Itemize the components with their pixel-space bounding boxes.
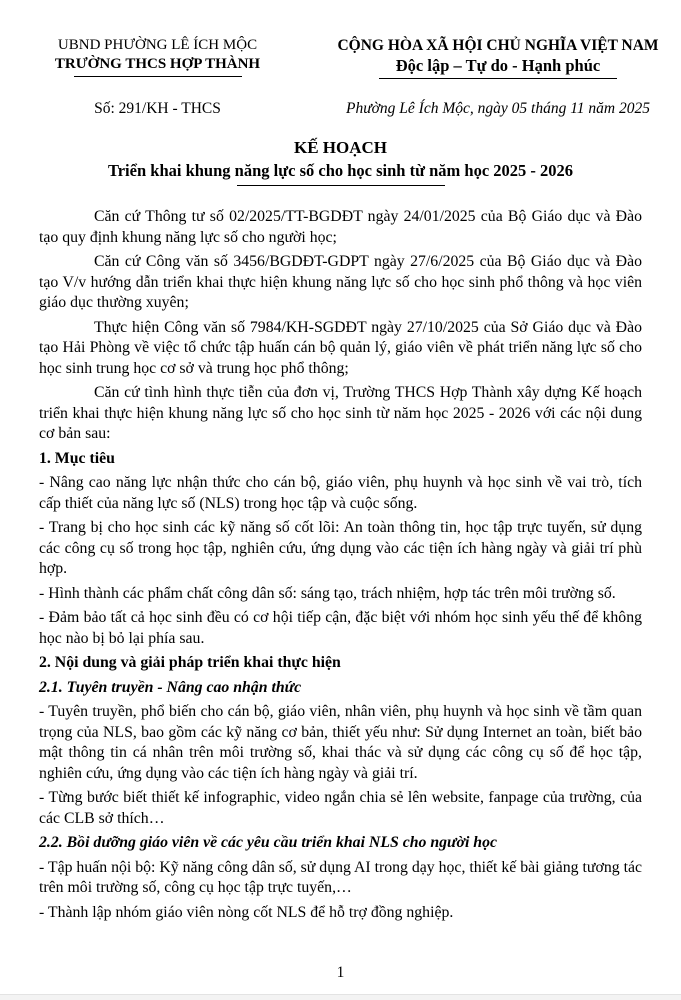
subsection-heading-propaganda: 2.1. Tuyên truyền - Nâng cao nhận thức <box>39 678 302 696</box>
document-number: Số: 291/KH - THCS <box>94 100 221 117</box>
bullet-objective: - Hình thành các phẩm chất công dân số: sáng tạo, trách nhiệm, hợp tác trên môi trường số. <box>39 584 616 602</box>
school-underline-rule <box>74 76 242 77</box>
document-body <box>0 207 681 923</box>
issuing-authority-block <box>0 36 315 77</box>
bullet-measure: - Tuyên truyền, phổ biến cho cán bộ, giáo viên, nhân viên, phụ huynh và học sinh về tầm quan trọng của NLS, bao gồm các kỹ năng cơ bản, thiết yếu như: Sử dụng Internet an toàn, biết bảo mật thông tin cá nhân trên môi trường số, khai thác và sử dụng các công cụ số để học tập, nghiên cứu, ứng dụng vào các tiện ích hàng ngày và giải trí. <box>39 703 642 782</box>
bullet-objective: - Nâng cao năng lực nhận thức cho cán bộ, giáo viên, phụ huynh và học sinh về vai trò, tích cấp thiết của năng lực số (NLS) trong học tập và cuộc sống. <box>39 474 642 512</box>
page-number: 1 <box>336 964 345 981</box>
section-heading-content: 2. Nội dung và giải pháp triển khai thực hiện <box>39 654 341 671</box>
title-underline-rule <box>237 185 445 186</box>
title-subject: Triển khai khung năng lực số cho học sinh từ năm học 2025 - 2026 <box>107 161 574 180</box>
section-heading-objectives: 1. Mục tiêu <box>39 449 115 467</box>
bullet-measure: - Từng bước biết thiết kế infographic, video ngắn chia sẻ lên website, fanpage của trường, của các CLB sở thích… <box>39 789 642 827</box>
bullet-objective: - Đảm bảo tất cả học sinh đều có cơ hội tiếp cận, đặc biệt với nhóm học sinh yếu thế để không học nào bị bỏ lại phía sau. <box>39 609 642 647</box>
paragraph-legal-basis: Căn cứ Công văn số 3456/BGDĐT-GDPT ngày 27/6/2025 của Bộ Giáo dục và Đào tạo V/v hướng dẫn triển khai thực hiện khung năng lực số cho học sinh phổ thông và học viên giáo dục thường xuyên; <box>39 253 642 311</box>
place-and-date: Phường Lê Ích Mộc, ngày 05 tháng 11 năm 2025 <box>345 100 650 117</box>
bullet-measure: - Tập huấn nội bộ: Kỹ năng công dân số, sử dụng AI trong dạy học, thiết kế bài giảng tương tác trên môi trường số, công cụ học tập trực tuyến,… <box>39 858 642 896</box>
document-header <box>0 36 681 79</box>
national-header: CỘNG HÒA XÃ HỘI CHỦ NGHĨA VIỆT NAM <box>337 37 659 54</box>
national-motto: Độc lập – Tự do - Hạnh phúc <box>395 56 601 75</box>
page-bottom-edge <box>0 994 681 1000</box>
paragraph-legal-basis: Căn cứ Thông tư số 02/2025/TT-BGDĐT ngày 24/01/2025 của Bộ Giáo dục và Đào tạo quy định khung năng lực số cho người học; <box>39 208 642 246</box>
paragraph-intro: Căn cứ tình hình thực tiễn của đơn vị, Trường THCS Hợp Thành xây dựng Kế hoạch triển khai thực hiện khung năng lực số cho học sinh từ năm học 2025 - 2026 với các nội dung cơ bản sau: <box>39 384 642 442</box>
paragraph-legal-basis: Thực hiện Công văn số 7984/KH-SGDĐT ngày 27/10/2025 của Sở Giáo dục và Đào tạo Hải Phòng về việc tổ chức tập huấn cán bộ quản lý, giáo viên về phát triển năng lực số cho học sinh trung học cơ sở và trung học phổ thông; <box>39 318 642 377</box>
motto-underline-rule <box>379 78 617 79</box>
subsection-heading-teacher-training: 2.2. Bồi dưỡng giáo viên về các yêu cầu triển khai NLS cho người học <box>39 834 498 851</box>
title-kind: KẾ HOẠCH <box>293 138 388 157</box>
issuer-name: UBND PHƯỜNG LÊ ÍCH MỘC <box>57 37 258 53</box>
bullet-objective: - Trang bị cho học sinh các kỹ năng số cốt lõi: An toàn thông tin, học tập trực tuyến, sử dụng các công cụ số trong học tập, nghiên cứu, ứng dụng vào các tiện ích hàng ngày và giải trí phù hợp. <box>39 519 642 577</box>
school-name: TRƯỜNG THCS HỢP THÀNH <box>54 56 261 72</box>
document-title <box>0 137 681 186</box>
document-meta-row <box>0 100 681 118</box>
national-header-block <box>315 36 681 79</box>
bullet-measure: - Thành lập nhóm giáo viên nòng cốt NLS để hỗ trợ đồng nghiệp. <box>39 903 454 921</box>
